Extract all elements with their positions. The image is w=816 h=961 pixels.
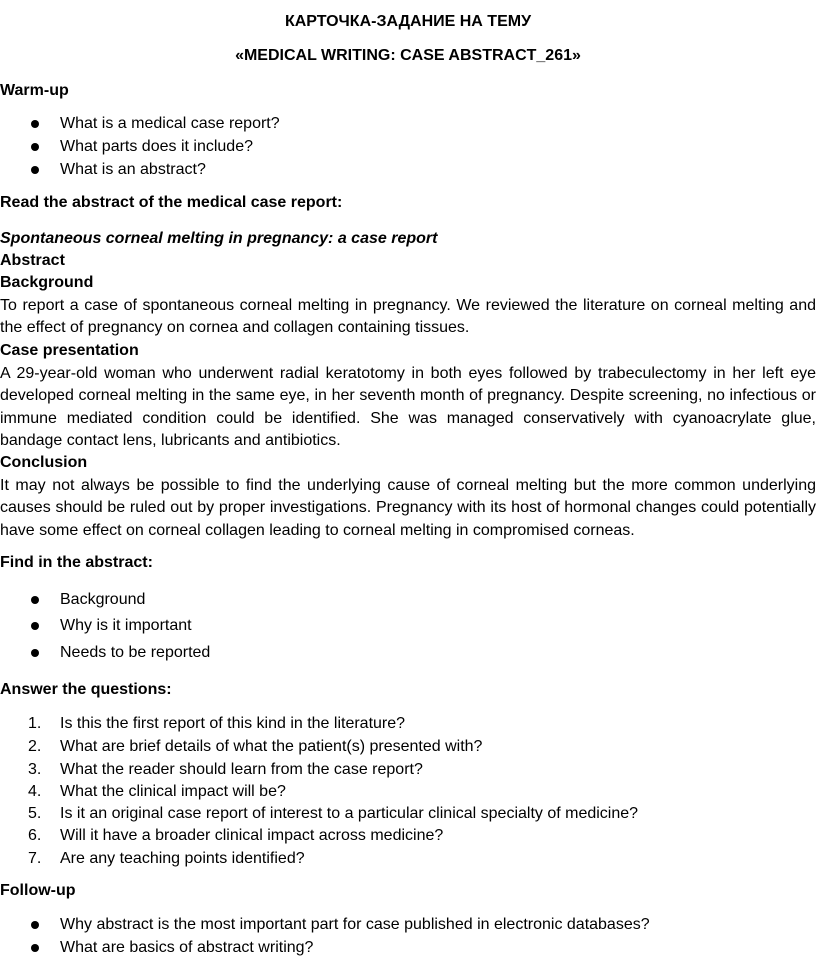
bullet-icon <box>31 596 39 604</box>
bullet-icon <box>31 120 39 128</box>
title-line-2: «MEDICAL WRITING: CASE ABSTRACT_261» <box>235 47 581 64</box>
question-number: 6. <box>28 827 42 844</box>
question-item: What the clinical impact will be? <box>60 783 286 800</box>
followup-item: Why abstract is the most important part for case published in electronic databases? <box>60 916 650 933</box>
case-text: A 29-year-old woman who underwent radial keratotomy in both eyes followed by trabeculectomy in her left eye developed corneal melting in the same eye, in her seventh month of pregnancy. Despite screening, no infectious or immune mediated condition could be identified. She was managed conservatively with cyanoacrylate glue, bandage contact lens, lubricants and antibiotics. <box>0 365 816 450</box>
find-item: Why is it important <box>60 617 192 634</box>
question-number: 3. <box>28 761 42 778</box>
bullet-icon <box>31 921 39 929</box>
question-item: Are any teaching points identified? <box>60 850 305 867</box>
question-number: 1. <box>28 715 42 732</box>
bullet-icon <box>31 143 39 151</box>
question-item: What are brief details of what the patient(s) presented with? <box>60 738 483 755</box>
bullet-icon <box>31 166 39 174</box>
warmup-item: What is an abstract? <box>60 161 206 178</box>
question-number: 5. <box>28 805 42 822</box>
read-heading: Read the abstract of the medical case report: <box>0 194 343 211</box>
warmup-item: What parts does it include? <box>60 138 253 155</box>
warmup-item: What is a medical case report? <box>60 115 280 132</box>
abstract-heading: Abstract <box>0 252 65 269</box>
bullet-icon <box>31 649 39 657</box>
case-heading: Case presentation <box>0 342 139 359</box>
article-title: Spontaneous corneal melting in pregnancy: a case report <box>0 230 438 247</box>
question-item: Will it have a broader clinical impact across medicine? <box>60 827 444 844</box>
conclusion-text: It may not always be possible to find the underlying cause of corneal melting but the more common underlying causes should be ruled out by proper investigations. Pregnancy with its host of hormonal changes could potentially have some effect on corneal collagen leading to corneal melting in compromised corneas. <box>0 477 816 539</box>
background-text: To report a case of spontaneous corneal melting in pregnancy. We reviewed the literature on corneal melting and the effect of pregnancy on cornea and collagen containing tissues. <box>0 297 816 337</box>
question-number: 7. <box>28 850 42 867</box>
question-item: Is it an original case report of interest to a particular clinical specialty of medicine? <box>60 805 639 822</box>
followup-heading: Follow-up <box>0 882 76 899</box>
find-item: Needs to be reported <box>60 644 211 661</box>
title-line-1: КАРТОЧКА-ЗАДАНИЕ НА ТЕМУ <box>284 13 532 30</box>
bullet-icon <box>31 622 39 630</box>
background-heading: Background <box>0 274 94 291</box>
question-number: 4. <box>28 783 42 800</box>
followup-item: What are basics of abstract writing? <box>60 939 314 956</box>
question-number: 2. <box>28 738 42 755</box>
questions-heading: Answer the questions: <box>0 681 172 698</box>
bullet-icon <box>31 944 39 952</box>
question-item: Is this the first report of this kind in the literature? <box>60 715 406 732</box>
find-heading: Find in the abstract: <box>0 554 153 571</box>
warmup-heading: Warm-up <box>0 82 69 99</box>
conclusion-heading: Conclusion <box>0 454 88 471</box>
find-item: Background <box>60 591 146 608</box>
question-item: What the reader should learn from the case report? <box>60 761 423 778</box>
